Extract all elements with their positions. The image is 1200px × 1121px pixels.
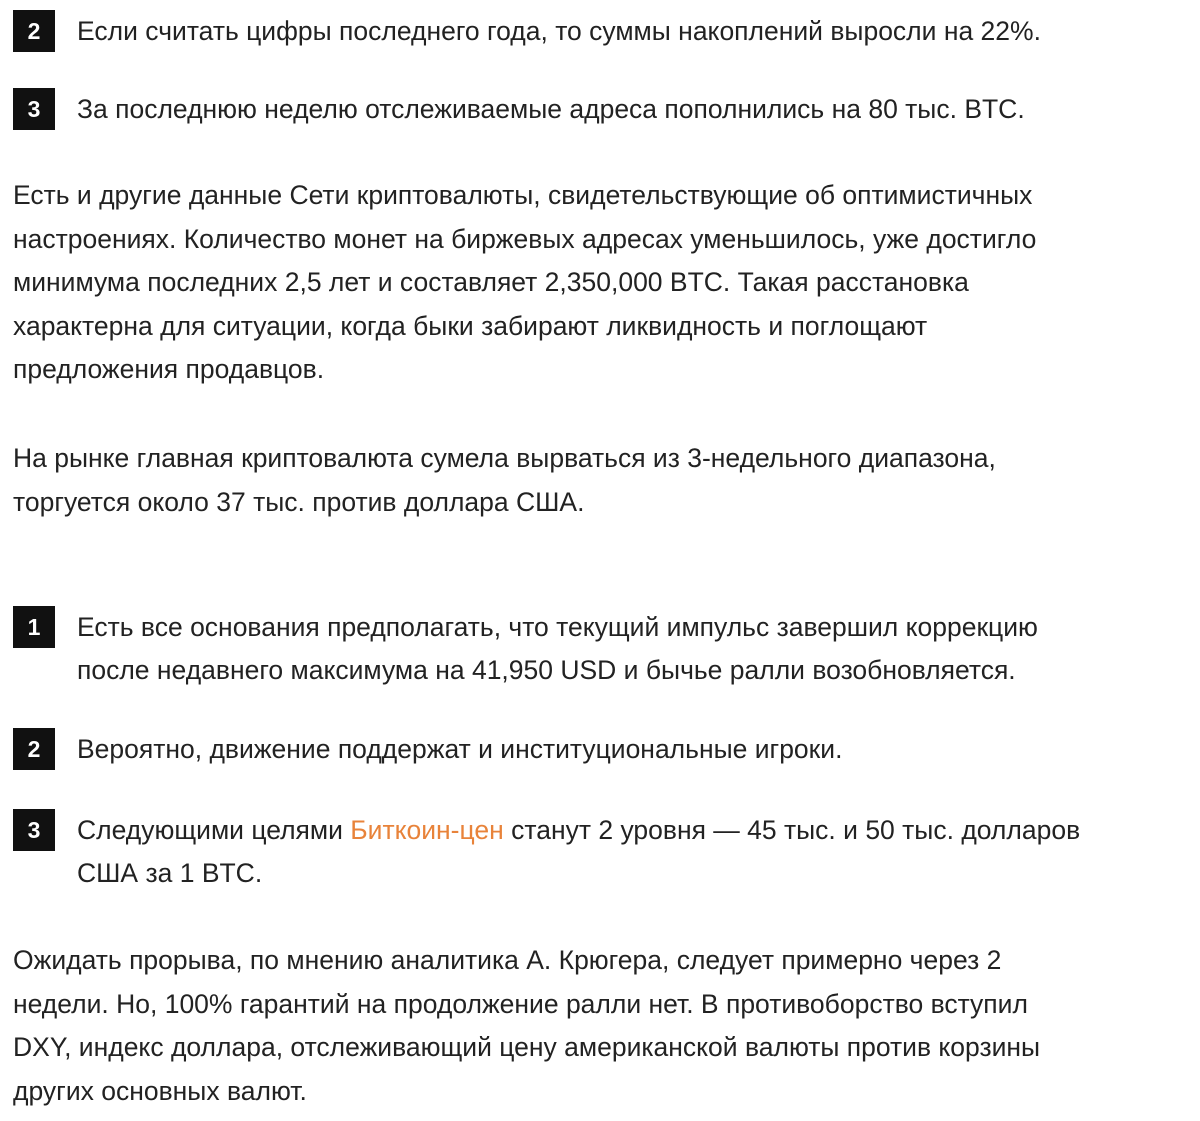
list-number-badge: 2 <box>13 10 55 52</box>
paragraph-market-range: На рынке главная криптовалюта сумела вырваться из 3-недельного диапазона, торгуется около 37 тыс. против доллара США. <box>13 443 996 517</box>
list-item <box>13 809 1193 895</box>
list-item-text: Следующими целями Биткоин-цен станут 2 уровня — 45 тыс. и 50 тыс. долларов США за 1 BTC. <box>77 815 1081 888</box>
list-item <box>13 88 1193 131</box>
list-item-text: Вероятно, движение поддержат и институциональные игроки. <box>77 734 843 764</box>
list-item-text: Если считать цифры последнего года, то суммы накоплений выросли на 22%. <box>77 16 1041 46</box>
list-number-badge: 2 <box>13 728 55 770</box>
list-item <box>13 606 1193 692</box>
list-item-text: Есть все основания предполагать, что текущий импульс завершил коррекцию после недавнего максимума на 41,950 USD и бычье ралли возобновляется. <box>77 612 1038 685</box>
list-item <box>13 728 1193 771</box>
list-number-badge: 3 <box>13 809 55 851</box>
list-number-badge: 1 <box>13 606 55 648</box>
list-number-badge: 3 <box>13 88 55 130</box>
paragraph-exchange-balances: Есть и другие данные Сети криптовалюты, свидетельствующие об оптимистичных настроениях. Количество монет на биржевых адресах уменьшилось, уже достигло минимума последних 2,5 лет и составляет 2,350,000 BTC. Такая расстановка характерна для ситуации, когда быки забирают ликвидность и поглощают предложения продавцов. <box>13 180 1037 384</box>
paragraph-dxy: Ожидать прорыва, по мнению аналитика А. Крюгера, следует примерно через 2 недели. Но, 100% гарантий на продолжение ралли нет. В противоборство вступил DXY, индекс доллара, отслеживающий цену американской валюты против корзины других основных валют. <box>13 945 1041 1106</box>
list-item-text: За последнюю неделю отслеживаемые адреса пополнились на 80 тыс. BTC. <box>77 94 1025 124</box>
bitcoin-price-link[interactable]: Биткоин-цен <box>350 815 504 845</box>
list-item <box>13 10 1193 53</box>
